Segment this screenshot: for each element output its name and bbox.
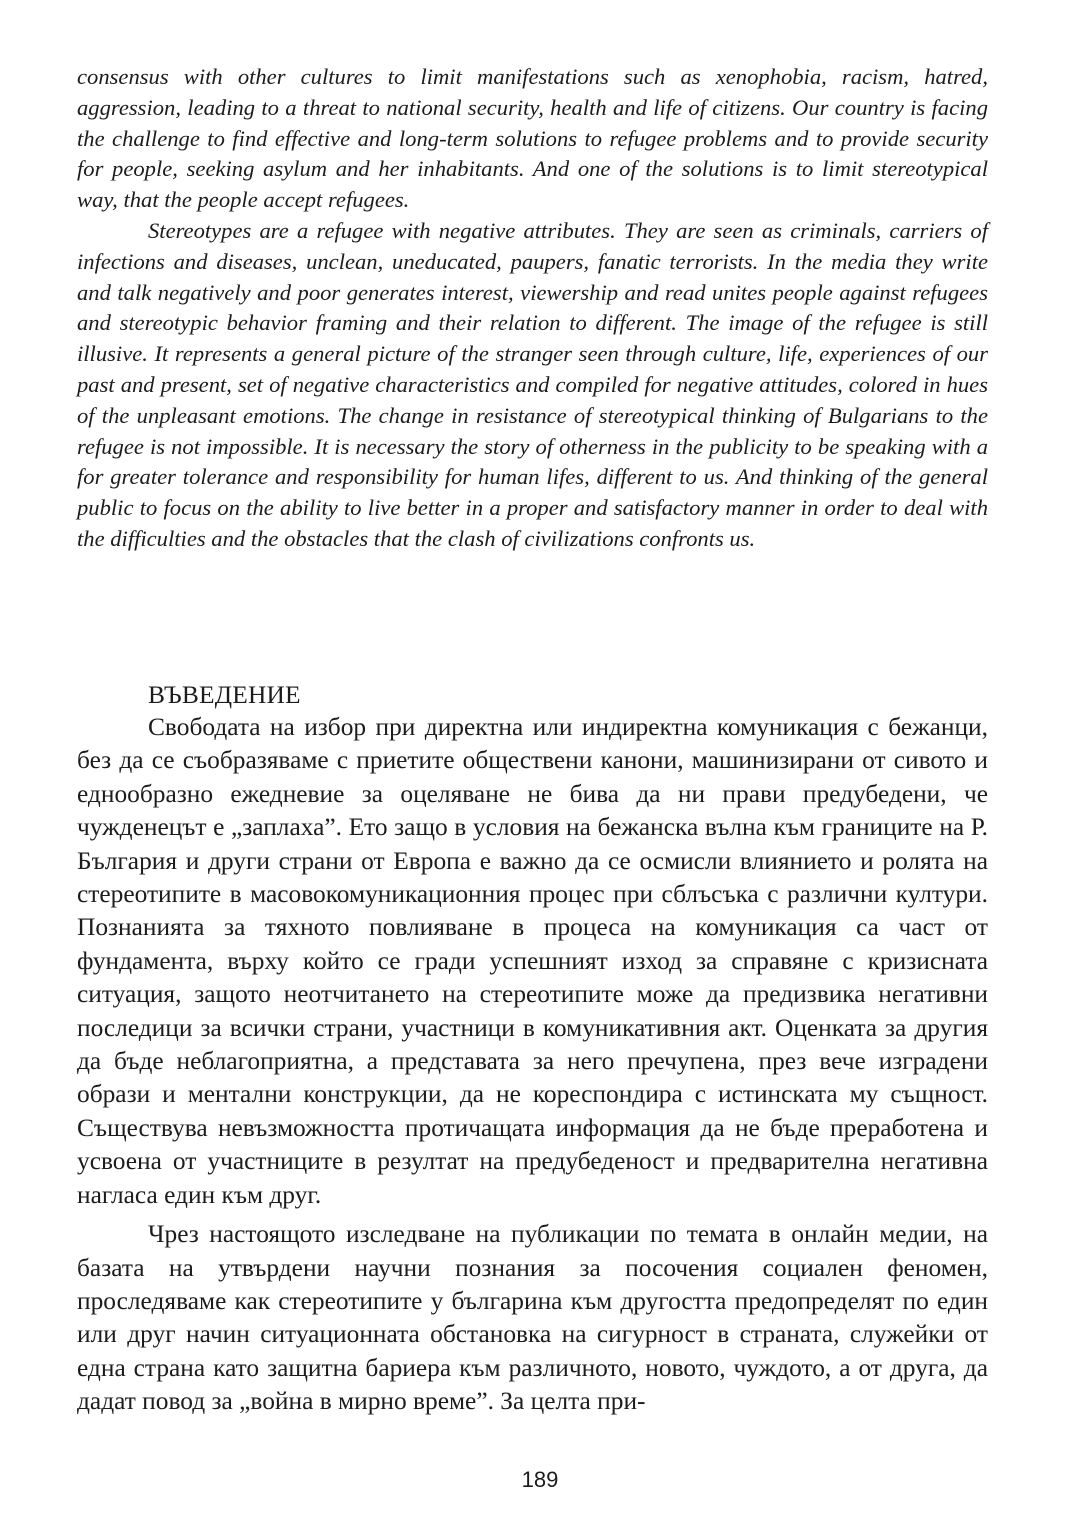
page-number: 189 [521,1467,559,1492]
abstract-paragraph: consensus with other cultures to limit manifestations such as xenophobia, racism, hatred, aggression, leading to a threat to national security, health and life of citizens. Our country is facing the challenge to find effective and long-term solutions to refugee problems and to provide security for people, seeking asylum and her inhabitants. And one of the solutions is to limit stereotypical way, that the people accept refugees. [77,64,988,213]
abstract-paragraph: Stereotypes are a refugee with negative attributes. They are seen as criminals, carriers of infections and diseases, unclean, uneducated, paupers, fanatic terrorists. In the media they write and talk negatively and poor generates interest, viewership and read unites people against refugees and stereotypic behavior framing and their relation to different. The image of the refugee is still illusive. It represents a general picture of the stranger seen through culture, life, experiences of our past and present, set of negative characteristics and compiled for negative attitudes, colored in hues of the unpleasant emotions. The change in resistance of stereotypical thinking of Bulgarians to the refugee is not impossible. It is necessary the story of otherness in the publicity to be speaking with a for greater tolerance and responsibility for human lifes, different to us. And thinking of the general public to focus on the ability to live better in a proper and satisfactory manner in order to deal with the difficulties and the obstacles that the clash of civilizations confronts us. [77,217,988,551]
introduction-section [77,680,988,1419]
body-paragraph: Свободата на избор при директна или индиректна комуникация с бежанци, без да се съобразяваме с приетите обществени канони, машинизирани от сивото и еднообразно ежедневие за оцеляване не бива да ни прави предубедени, че чужденецът е „заплаха”. Ето защо в условия на бежанска вълна към границите на Р. България и други страни от Европа е важно да се осмисли влиянието и ролята на стереотипите в масовокомуникационния процес при сблъсъка с различни култури. Познанията за тяхното повлияване в процеса на комуникация са част от фундамента, върху който се гради успешният изход за справяне с кризисната ситуация, защото неотчитането на стереотипите може да предизвика негативни последици за всички страни, участници в комуникативния акт. Оценката за другия да бъде неблагоприятна, а представата за него пречупена, през вече изградени образи и ментални конструкции, да не кореспондира с истинската му същност. Съществува невъзможността протичащата информация да не бъде преработена и усвоена от участниците в резултат на предубеденост и предварителна негативна нагласа един към друг. [77,713,988,1209]
english-abstract [77,62,988,555]
page-content [77,62,988,1416]
body-paragraph: Чрез настоящото изследване на публикации по темата в онлайн медии, на базата на утвърдени научни познания за посочения социален феномен, проследяваме как стереотипите у българина към другостта предопределят по един или друг начин ситуационната обстановка на сигурност в страната, служейки от една страна като защитна бариера към различното, новото, чуждото, а от друга, да дадат повод за „война в мирно време”. За целта при- [77,1220,988,1416]
section-heading: ВЪВЕДЕНИЕ [148,681,301,709]
